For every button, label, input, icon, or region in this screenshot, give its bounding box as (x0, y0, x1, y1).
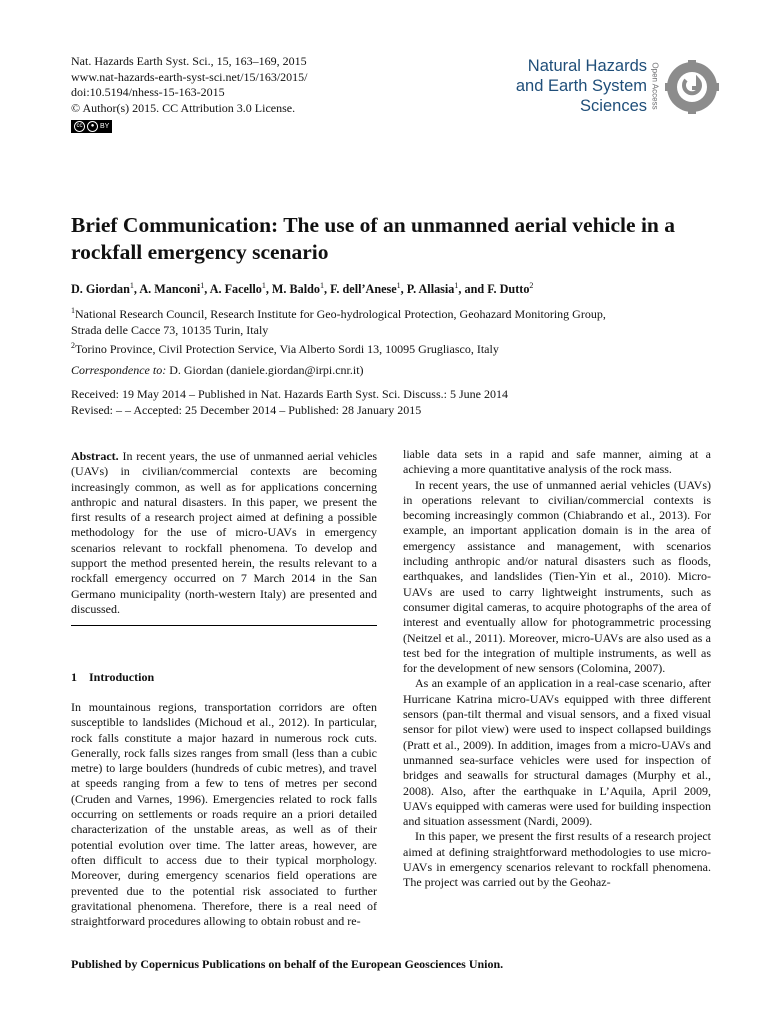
correspondence (71, 363, 364, 378)
affiliation-1-address: Strada delle Cacce 73, 10135 Turin, Italy (71, 322, 269, 337)
abstract-divider (71, 625, 377, 626)
correspondence-email[interactable]: D. Giordan (daniele.giordan@irpi.cnr.it) (166, 363, 364, 377)
abstract (71, 449, 377, 617)
journal-name[interactable] (516, 56, 647, 116)
cc-by-label: BY (100, 122, 110, 130)
journal-line-2: and Earth System (515, 77, 647, 95)
abstract-label: Abstract. (71, 449, 119, 463)
paragraph-real-case: As an example of an application in a real-case scenario, after Hurricane Katrina micro-UAVs equipped with three different sensors (pan-tilt thermal and visual sensors, and a fixed visual sensor for pilot view) were used to inspect collapsed buildings (Pratt et al., 2009). In addition, images from a micro-UAVs and unmanned sea-surface vehicles were used for inspection of bridges and seawalls for structural damages (Murphy et al., 2008). Also, after the earthquake in L’Aquila, April 2009, UAVs equipped with cameras were used for building inspection and situation assessment (Nardi, 2009). (403, 676, 711, 829)
author-affiliation: 1 (261, 281, 266, 290)
doi[interactable]: doi:10.5194/nhess-15-163-2015 (71, 85, 225, 100)
journal-line-3: Sciences (580, 97, 647, 115)
author-list: D. Giordan$^1$, A. Manconi$^1$, A. Facello$^1$, M. Baldo$^1$, F. dell’Anese$^1$, P. Allasia$^1$, and F. Dutto$^2$ (71, 281, 534, 297)
header-info (71, 54, 308, 133)
author-name: F. dell’Anese (330, 282, 397, 297)
correspondence-label: Correspondence to: (71, 363, 167, 377)
journal-line-1: Natural Hazards (527, 57, 647, 75)
open-access-label: Open Access (650, 62, 660, 110)
abstract-text: In recent years, the use of unmanned aerial vehicles (UAVs) in civilian/commercial contexts are becoming increasingly common, as well as for applications concerning anthropic and natural disasters. In this paper, we present the first results of a research project aimed at defining a possible methodology for the use of micro-UAVs in emergency scenarios relevant to rockfall phenomena. To develop and support the method presented herein, the results relevant to a rockfall emergency occurred on 7 March 2014 in the San Germano municipality (north-western Italy) are presented and discussed. (71, 449, 377, 616)
affiliation-1: $^1$National Research Council, Research Institute for Geo-hydrological Protection, Geohazard Monitoring Group, (71, 306, 606, 321)
introduction-text (71, 700, 377, 929)
right-column (403, 447, 711, 891)
revised-date: Revised: – – Accepted: 25 December 2014 – Published: 28 January 2015 (71, 402, 422, 417)
author-affiliation: 1 (396, 281, 401, 290)
paragraph-uav-usage: In recent years, the use of unmanned aerial vehicles (UAVs) in operations relevant to civilian/commercial contexts is becoming increasingly common (Chiabrando et al., 2013). For example, an important application domain is in the area of emergency assistance and management, with scenarios including anthropic and/or natural disasters such as floods, earthquakes, and landslides (Tien-Yin et al., 2010). Micro-UAVs are used to carry lightweight instruments, such as consumer digital cameras, to acquire photographs of the area of interest and eventually allow for photogrammetric processing (Neitzel et al., 2011). Moreover, micro-UAVs are also used as a test bed for the integration of multiple instruments, as well as for the development of new sensors (Colomina, 2007). (403, 477, 711, 676)
publisher-footer: Published by Copernicus Publications on behalf of the European Geosciences Union. (71, 957, 504, 971)
paragraph-this-paper: In this paper, we present the first results of a research project aimed at defining straightforward methodologies to use micro-UAVs in emergency scenarios relevant to rockfall phenomena. The project was carried out by the Geohaz- (403, 829, 711, 890)
section-title: Introduction (89, 670, 155, 684)
section-number: 1 (71, 670, 77, 684)
author-name: P. Allasia (406, 282, 455, 297)
affiliations (71, 303, 606, 358)
paragraph-continued: liable data sets in a rapid and safe manner, aiming at a achieving a more quantitative analysis of the rock mass. (403, 447, 711, 477)
author-name: F. Dutto (487, 282, 530, 297)
author-name: A. Facello (209, 282, 262, 297)
intro-paragraph: In mountainous regions, transportation corridors are often susceptible to landslides (Michoud et al., 2012). In particular, rock falls constitute a major hazard in numerous rock cuts. Generally, rock falls sizes ranges from small (less than a cubic metre) to large boulders (hundreds of cubic metres), and travel at speeds ranging from a few to tens of metres per second (Cruden and Varnes, 1996). Emergencies related to rock falls occurring on settlements or roads require an a priori detailed characterization of the unstable areas, as well as of their potential evolution over time. The latter areas, however, are often difficult to access due to their typical morphology. Moreover, during emergency scenarios field operations are prevented due to the potential risk associated to further gravitational phenomena. Therefore, there is a real need of straightforward procedures allowing to obtain robust and re- (71, 700, 377, 929)
article-url[interactable]: www.nat-hazards-earth-syst-sci.net/15/163/2015/ (71, 69, 308, 84)
author-affiliation: 1 (200, 281, 205, 290)
section-heading (71, 670, 154, 685)
cc-by-badge-icon[interactable] (71, 120, 112, 133)
paper-title: Brief Communication: The use of an unmanned aerial vehicle in a rockfall emergency scenario (71, 213, 676, 264)
open-access-logo-icon (665, 60, 719, 114)
affiliation-2: $^2$Torino Province, Civil Protection Service, Via Alberto Sordi 13, 10095 Grugliasco, Italy (71, 341, 499, 356)
author-name: M. Baldo (271, 282, 320, 297)
publication-dates (71, 387, 508, 418)
author-affiliation: 1 (129, 281, 134, 290)
license: © Author(s) 2015. CC Attribution 3.0 License. (71, 100, 296, 115)
cc-circle-icon: cc (74, 121, 85, 132)
author-affiliation: 2 (529, 281, 534, 290)
author-name: D. Giordan (71, 282, 130, 297)
by-person-icon: ● (87, 121, 98, 132)
author-name: A. Manconi (139, 282, 201, 297)
received-date: Received: 19 May 2014 – Published in Nat. Hazards Earth Syst. Sci. Discuss.: 5 June 2014 (71, 387, 508, 401)
author-affiliation: 1 (320, 281, 324, 290)
citation: Nat. Hazards Earth Syst. Sci., 15, 163–169, 2015 (71, 54, 307, 68)
author-affiliation: 1 (454, 281, 459, 290)
